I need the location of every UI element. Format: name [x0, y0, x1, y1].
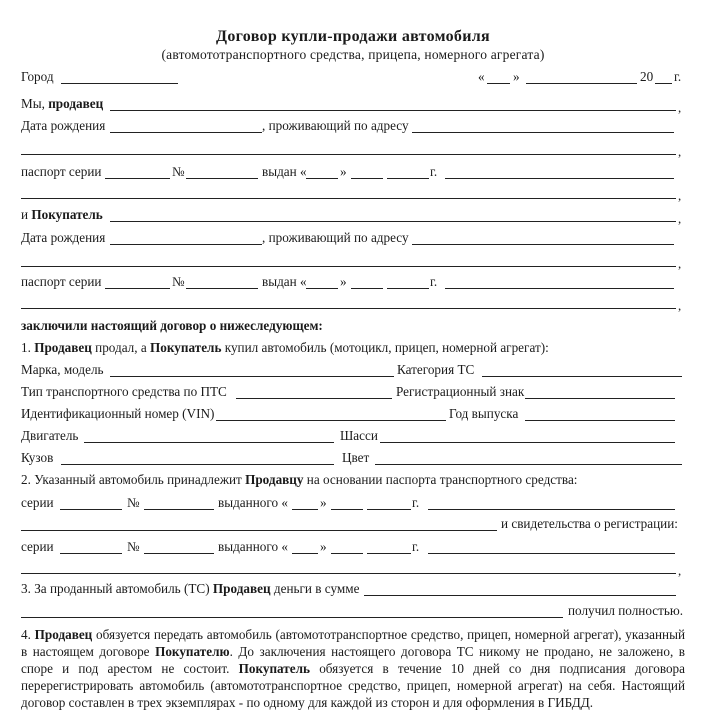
pts-series-field[interactable]	[60, 509, 122, 510]
clause-4-l3-pre: споре и под арестом не состоит.	[21, 661, 230, 676]
buyer-address-field[interactable]	[412, 244, 674, 245]
seller-number-sign: №	[172, 164, 185, 179]
clause-3-rest: деньги в сумме	[273, 581, 360, 596]
seller-issued-year-field[interactable]	[387, 178, 429, 179]
engine-label: Двигатель	[21, 428, 79, 443]
pts-issued-by-field[interactable]	[428, 509, 675, 510]
make-model-field[interactable]	[110, 376, 394, 377]
clause-2-rest: на основании паспорта транспортного средства:	[306, 472, 578, 487]
pts-series-label: серии	[21, 495, 54, 510]
amount-field-2[interactable]	[21, 617, 563, 618]
buyer-passport-label: паспорт серии	[21, 274, 102, 289]
clause-1-mid: продал, а	[95, 340, 147, 355]
pts-issued-by-field-2[interactable]	[21, 530, 497, 531]
date-year-field[interactable]	[655, 83, 672, 84]
type-pts-label: Тип транспортного средства по ПТС	[21, 384, 227, 399]
year-suffix: г.	[674, 69, 682, 84]
seller-address-field[interactable]	[412, 132, 674, 133]
clause-4-line-4: перерегистрировать автомобиль (автомототранспортное средство, прицеп, номерной агрегат) на себя. Настоящий	[21, 678, 685, 693]
buyer-issued-label: выдан «	[262, 274, 307, 289]
type-pts-field[interactable]	[236, 398, 392, 399]
cert-series-field[interactable]	[60, 553, 122, 554]
comma: ,	[678, 211, 682, 226]
comma: ,	[678, 563, 682, 578]
clause-4-line-3	[21, 660, 685, 677]
pts-year-g: г.	[412, 495, 420, 510]
clause-1	[21, 340, 549, 356]
clause-3	[21, 581, 359, 597]
clause-2-seller: Продавцу	[245, 472, 304, 487]
engine-field[interactable]	[84, 442, 334, 443]
buyer-issued-close: »	[340, 274, 347, 289]
clause-4-l2-rest: . До заключения настоящего договора ТС никому не продано, не заложено, в	[229, 644, 685, 659]
buyer-role: Покупатель	[31, 207, 103, 222]
seller-address-field-2[interactable]	[21, 154, 676, 155]
category-field[interactable]	[482, 376, 682, 377]
clause-1-num: 1.	[21, 340, 31, 355]
clause-2-prefix: 2. Указанный автомобиль принадлежит	[21, 472, 242, 487]
reg-sign-field[interactable]	[525, 398, 675, 399]
buyer-passport-number-field[interactable]	[186, 288, 258, 289]
clause-4-l3-buyer: Покупатель	[238, 661, 311, 676]
cert-year-g: г.	[412, 539, 420, 554]
seller-issued-day-field[interactable]	[306, 178, 338, 179]
date-open-quote: «	[478, 69, 485, 84]
buyer-passport-series-field[interactable]	[105, 288, 170, 289]
seller-issued-label: выдан «	[262, 164, 307, 179]
clause-3-seller: Продавец	[212, 581, 271, 596]
year-field[interactable]	[525, 420, 675, 421]
seller-passport-label: паспорт серии	[21, 164, 102, 179]
color-field[interactable]	[375, 464, 682, 465]
seller-issued-by-field[interactable]	[445, 178, 674, 179]
clause-4-line-5: договор составлен в трех экземплярах - по одному для каждой из сторон и для оформления в ГИБДД.	[21, 695, 594, 710]
city-label: Город	[21, 69, 54, 84]
pts-issued-day-field[interactable]	[292, 509, 318, 510]
seller-name-field[interactable]	[110, 110, 676, 111]
seller-address-label: , проживающий по адресу	[262, 118, 409, 133]
comma: ,	[678, 298, 682, 313]
seller-intro-text: Мы,	[21, 96, 45, 111]
body-label: Кузов	[21, 450, 54, 465]
chassis-field[interactable]	[380, 442, 675, 443]
category-label: Категория ТС	[397, 362, 475, 377]
pts-number-field[interactable]	[144, 509, 214, 510]
reg-cert-label: и свидетельства о регистрации:	[501, 516, 678, 531]
document-title: Договор купли-продажи автомобиля	[216, 28, 490, 45]
received-label: получил полностью.	[568, 603, 684, 618]
clause-4-l2-pre: в настоящем договоре	[21, 644, 150, 659]
date-day-field[interactable]	[487, 83, 510, 84]
cert-issued-day-field[interactable]	[292, 553, 318, 554]
pts-number-sign: №	[127, 495, 140, 510]
buyer-number-sign: №	[172, 274, 185, 289]
seller-role: продавец	[48, 96, 104, 111]
seller-issued-month-field[interactable]	[351, 178, 383, 179]
document-subtitle: (автомототранспортного средства, прицепа, номерного агрегата)	[161, 47, 545, 62]
year-prefix: 20	[640, 69, 654, 84]
clause-4-line-1	[21, 626, 685, 643]
buyer-address-field-2[interactable]	[21, 266, 676, 267]
comma: ,	[678, 144, 682, 159]
comma: ,	[678, 100, 682, 115]
clause-4-num: 4.	[21, 627, 31, 642]
clause-4-l2-buyer: Покупателю	[155, 644, 230, 659]
vin-label: Идентификационный номер (VIN)	[21, 406, 215, 421]
clause-2	[21, 472, 577, 488]
buyer-issued-by-field[interactable]	[445, 288, 674, 289]
date-close-quote: »	[513, 69, 520, 84]
cert-issued-by-field-2[interactable]	[21, 573, 676, 574]
body-field[interactable]	[61, 464, 334, 465]
make-model-label: Марка, модель	[21, 362, 104, 377]
cert-issued-by-field[interactable]	[428, 553, 675, 554]
buyer-birth-field[interactable]	[110, 244, 262, 245]
reg-sign-label: Регистрационный знак	[396, 384, 525, 399]
cert-series-label: серии	[21, 539, 54, 554]
clause-1-rest: купил автомобиль (мотоцикл, прицеп, номерной агрегат):	[224, 340, 549, 355]
seller-birth-field[interactable]	[110, 132, 262, 133]
color-label: Цвет	[342, 450, 370, 465]
agreement-heading: заключили настоящий договор о нижеследующем:	[21, 318, 323, 333]
seller-passport-number-field[interactable]	[186, 178, 258, 179]
clause-4-line-2	[21, 643, 685, 660]
buyer-issued-by-field-2[interactable]	[21, 308, 676, 309]
chassis-label: Шасси	[340, 428, 378, 443]
vin-field[interactable]	[216, 420, 446, 421]
cert-number-field[interactable]	[144, 553, 214, 554]
comma: ,	[678, 256, 682, 271]
clause-4-l3-rest: обязуется в течение 10 дней со дня подписания договора	[319, 661, 686, 676]
seller-birth-label: Дата рождения	[21, 118, 106, 133]
pts-issued-label: выданного «	[218, 495, 288, 510]
cert-issued-month-field[interactable]	[331, 553, 363, 554]
buyer-intro	[21, 207, 103, 223]
pts-issued-year-field[interactable]	[367, 509, 411, 510]
buyer-year-g: г.	[430, 274, 438, 289]
year-label: Год выпуска	[449, 406, 519, 421]
clause-1-buyer: Покупатель	[150, 340, 222, 355]
amount-field[interactable]	[364, 595, 676, 596]
pts-issued-month-field[interactable]	[331, 509, 363, 510]
clause-4-l1-rest: обязуется передать автомобиль (автомототранспортное средство, прицеп, номерной агрегат), указанный	[96, 627, 686, 642]
city-field[interactable]	[61, 83, 178, 84]
seller-year-g: г.	[430, 164, 438, 179]
clause-4-seller: Продавец	[34, 627, 93, 642]
seller-issued-close: »	[340, 164, 347, 179]
seller-passport-series-field[interactable]	[105, 178, 170, 179]
clause-3-prefix: 3. За проданный автомобиль (ТС)	[21, 581, 210, 596]
comma: ,	[678, 188, 682, 203]
buyer-address-label: , проживающий по адресу	[262, 230, 409, 245]
cert-issued-close: »	[320, 539, 327, 554]
cert-number-sign: №	[127, 539, 140, 554]
pts-issued-close: »	[320, 495, 327, 510]
clause-4	[21, 626, 685, 711]
date-month-field[interactable]	[526, 83, 637, 84]
seller-issued-by-field-2[interactable]	[21, 198, 676, 199]
cert-issued-label: выданного «	[218, 539, 288, 554]
buyer-name-field[interactable]	[110, 221, 676, 222]
buyer-issued-month-field[interactable]	[351, 288, 383, 289]
seller-intro	[21, 96, 103, 112]
buyer-issued-year-field[interactable]	[387, 288, 429, 289]
clause-1-seller: Продавец	[34, 340, 92, 355]
cert-issued-year-field[interactable]	[367, 553, 411, 554]
buyer-intro-text: и	[21, 207, 29, 222]
buyer-issued-day-field[interactable]	[306, 288, 338, 289]
buyer-birth-label: Дата рождения	[21, 230, 106, 245]
